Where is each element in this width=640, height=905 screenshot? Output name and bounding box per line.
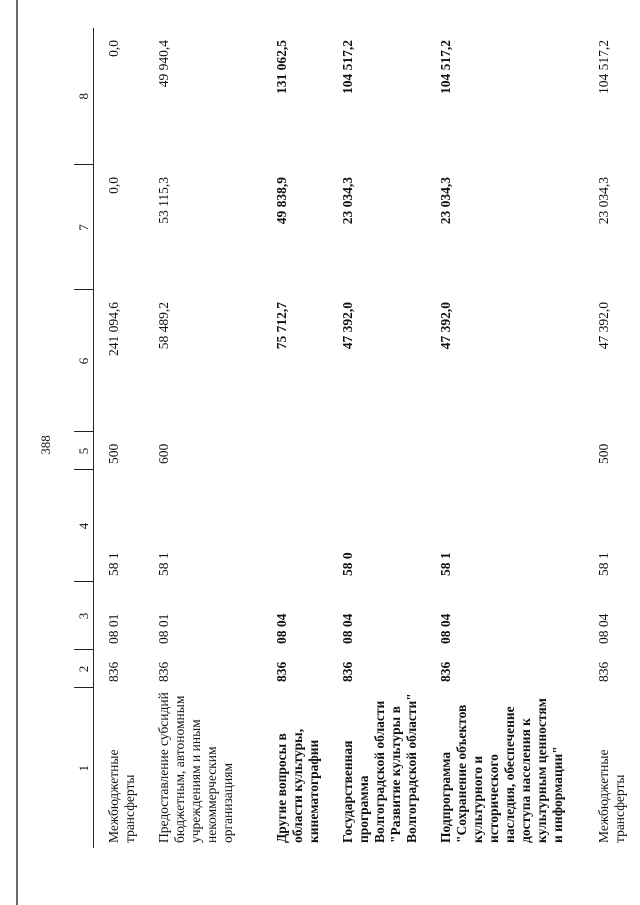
column-header-6: 6: [74, 290, 94, 432]
table-row: [584, 28, 634, 848]
row-name: Другие вопросы в области культуры, кинематографии: [274, 728, 321, 843]
table-row: [426, 28, 584, 848]
amount-year-2: 23 034,3: [438, 177, 453, 225]
section-code: 08 01: [106, 613, 121, 644]
section-code: 08 04: [596, 613, 611, 644]
row-name: Межбюджетные трансферты: [106, 749, 137, 843]
expense-type-code: [328, 432, 426, 470]
column-header-4: 4: [74, 470, 94, 582]
admin-code: 836: [106, 661, 121, 682]
amount-year-2: 53 115,3: [156, 177, 171, 224]
admin-code: 836: [596, 661, 611, 682]
admin-code: 836: [274, 661, 289, 682]
amount-year-3: 104 517,2: [596, 40, 611, 94]
column-header-1: 1: [74, 688, 94, 848]
row-name: Подпрограмма "Сохранение объектов культурного и исторического наследия, обеспечение доступа населения к культурным ценностям и информации": [438, 698, 565, 843]
expense-type-code: 600: [156, 443, 171, 464]
expense-type-code: 500: [596, 443, 611, 464]
amount-year-2: 0,0: [106, 177, 121, 194]
row-name: Предоставление субсидий бюджетным, автономным учреждениям и иным некоммерческим организациям: [156, 692, 235, 843]
admin-code: 836: [340, 661, 355, 682]
table-row: [94, 28, 145, 848]
expense-type-code: [426, 432, 584, 470]
amount-year-1: 75 712,7: [274, 302, 289, 350]
amount-year-3: 0,0: [106, 40, 121, 57]
header-row: [74, 28, 94, 848]
column-header-8: 8: [74, 28, 94, 165]
table-row: [144, 28, 262, 848]
expense-type-code: [262, 432, 328, 470]
page-number: 388: [38, 435, 53, 455]
column-header-2: 2: [74, 650, 94, 688]
budget-table: [74, 28, 634, 848]
program-code: 58 1: [156, 552, 171, 576]
amount-year-3: 49 940,4: [156, 40, 171, 88]
expense-type-code: 500: [106, 443, 121, 464]
program-code: 58 1: [438, 552, 453, 576]
admin-code: 836: [438, 661, 453, 682]
section-code: 08 01: [156, 613, 171, 644]
amount-year-1: 47 392,0: [438, 302, 453, 350]
table-row: [328, 28, 426, 848]
amount-year-3: 131 062,5: [274, 40, 289, 94]
amount-year-2: 49 838,9: [274, 177, 289, 225]
amount-year-3: 104 517,2: [438, 40, 453, 94]
amount-year-1: 47 392,0: [340, 302, 355, 350]
amount-year-2: 23 034,3: [340, 177, 355, 225]
amount-year-2: 23 034,3: [596, 177, 611, 225]
column-header-7: 7: [74, 165, 94, 290]
amount-year-1: 241 094,6: [106, 302, 121, 356]
program-code: 58 0: [340, 552, 355, 576]
admin-code: 836: [156, 661, 171, 682]
column-header-3: 3: [74, 582, 94, 650]
amount-year-1: 58 489,2: [156, 302, 171, 350]
amount-year-1: 47 392,0: [596, 302, 611, 350]
section-code: 08 04: [438, 613, 453, 644]
table-row: [262, 28, 328, 848]
section-code: 08 04: [340, 613, 355, 644]
amount-year-3: 104 517,2: [340, 40, 355, 94]
program-code: [262, 470, 328, 582]
row-name: Государственная программа Волгоградской области "Развитие культуры в Волгоградской области": [340, 693, 419, 843]
program-code: 58 1: [106, 552, 121, 576]
section-code: 08 04: [274, 613, 289, 644]
column-header-5: 5: [74, 432, 94, 470]
program-code: 58 1: [596, 552, 611, 576]
row-name: Межбюджетные трансферты: [596, 749, 627, 843]
